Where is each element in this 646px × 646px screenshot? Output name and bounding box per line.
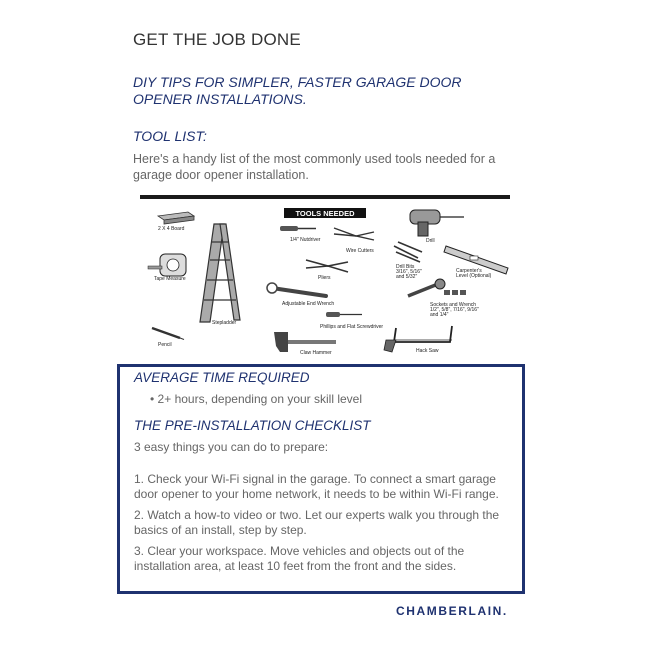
pencil-icon [152,328,184,340]
stepladder-label: Stepladder [212,320,237,326]
divider-rule [140,195,510,199]
drill-icon [410,210,464,236]
bullet-dot: • [150,392,158,406]
sockets-wrench-icon [408,279,466,296]
tape-measure-label: Tape Measure [154,276,186,282]
time-bullet-text: 2+ hours, depending on your skill level [157,392,363,406]
board-label: 2 X 4 Board [158,226,185,232]
tools-needed-text: TOOLS NEEDED [295,209,355,218]
checklist-item-1: 1. Check your Wi-Fi signal in the garage. To connect a smart garage door opener to your home network, it needs to be within Wi-Fi range. [134,472,499,501]
board-icon [158,212,194,224]
wrench-icon [267,283,326,296]
wire-cutters-icon [334,228,374,240]
hammer-label: Claw Hammer [300,350,332,356]
time-heading: AVERAGE TIME REQUIRED [134,370,310,385]
pencil-label: Pencil [158,342,172,348]
pliers-icon [306,260,348,272]
level-label-2: Level (Optional) [456,273,492,279]
checklist-item-2: 2. Watch a how-to video or two. Let our experts walk you through the basics of an install, step by step. [134,508,500,537]
checklist-item-3: 3. Clear your workspace. Move vehicles and objects out of the installation area, at least 10 feet from the front and the sides. [134,544,465,573]
page-title: GET THE JOB DONE [133,30,301,49]
nutdriver-icon [280,226,316,231]
info-box [117,364,525,594]
tape-measure-icon [148,254,186,276]
sockets-label-3: and 1/4" [430,312,449,318]
drill-bits-label-1: Drill Bits [396,264,415,270]
tool-list-heading: TOOL LIST: [133,128,207,144]
screwdriver-icon [326,312,362,317]
drill-bits-label-2: 3/16", 5/16" [396,269,422,275]
pliers-label: Pliers [318,275,331,281]
page-subtitle: DIY TIPS FOR SIMPLER, FASTER GARAGE DOOR OPENER INSTALLATIONS. [133,74,462,107]
time-bullet [150,392,362,407]
level-label-1: Carpenter's [456,268,482,274]
nutdriver-label: 1/4" Nutdriver [290,237,321,243]
checklist-heading: THE PRE-INSTALLATION CHECKLIST [134,418,371,433]
sockets-label-2: 1/2", 5/8", 7/16", 9/16" [430,307,479,313]
sockets-label-1: Sockets and Wrench [430,302,477,308]
drill-bits-label-3: and 5/32" [396,274,418,280]
screwdriver-label: Phillips and Flat Screwdriver [320,324,384,330]
stepladder-icon [200,224,240,322]
wire-cutters-label: Wire Cutters [346,248,374,254]
wrench-label: Adjustable End Wrench [282,301,335,307]
drill-label: Drill [426,238,435,244]
hammer-icon [274,332,336,352]
tools-illustration [140,202,520,360]
tool-list-intro: Here's a handy list of the most commonly used tools needed for a garage door opener installation. [133,152,496,182]
drill-bits-icon [394,242,422,262]
chamberlain-logo: CHAMBERLAIN. [396,604,508,618]
hacksaw-label: Hack Saw [416,348,439,354]
checklist-intro: 3 easy things you can do to prepare: [134,440,329,454]
